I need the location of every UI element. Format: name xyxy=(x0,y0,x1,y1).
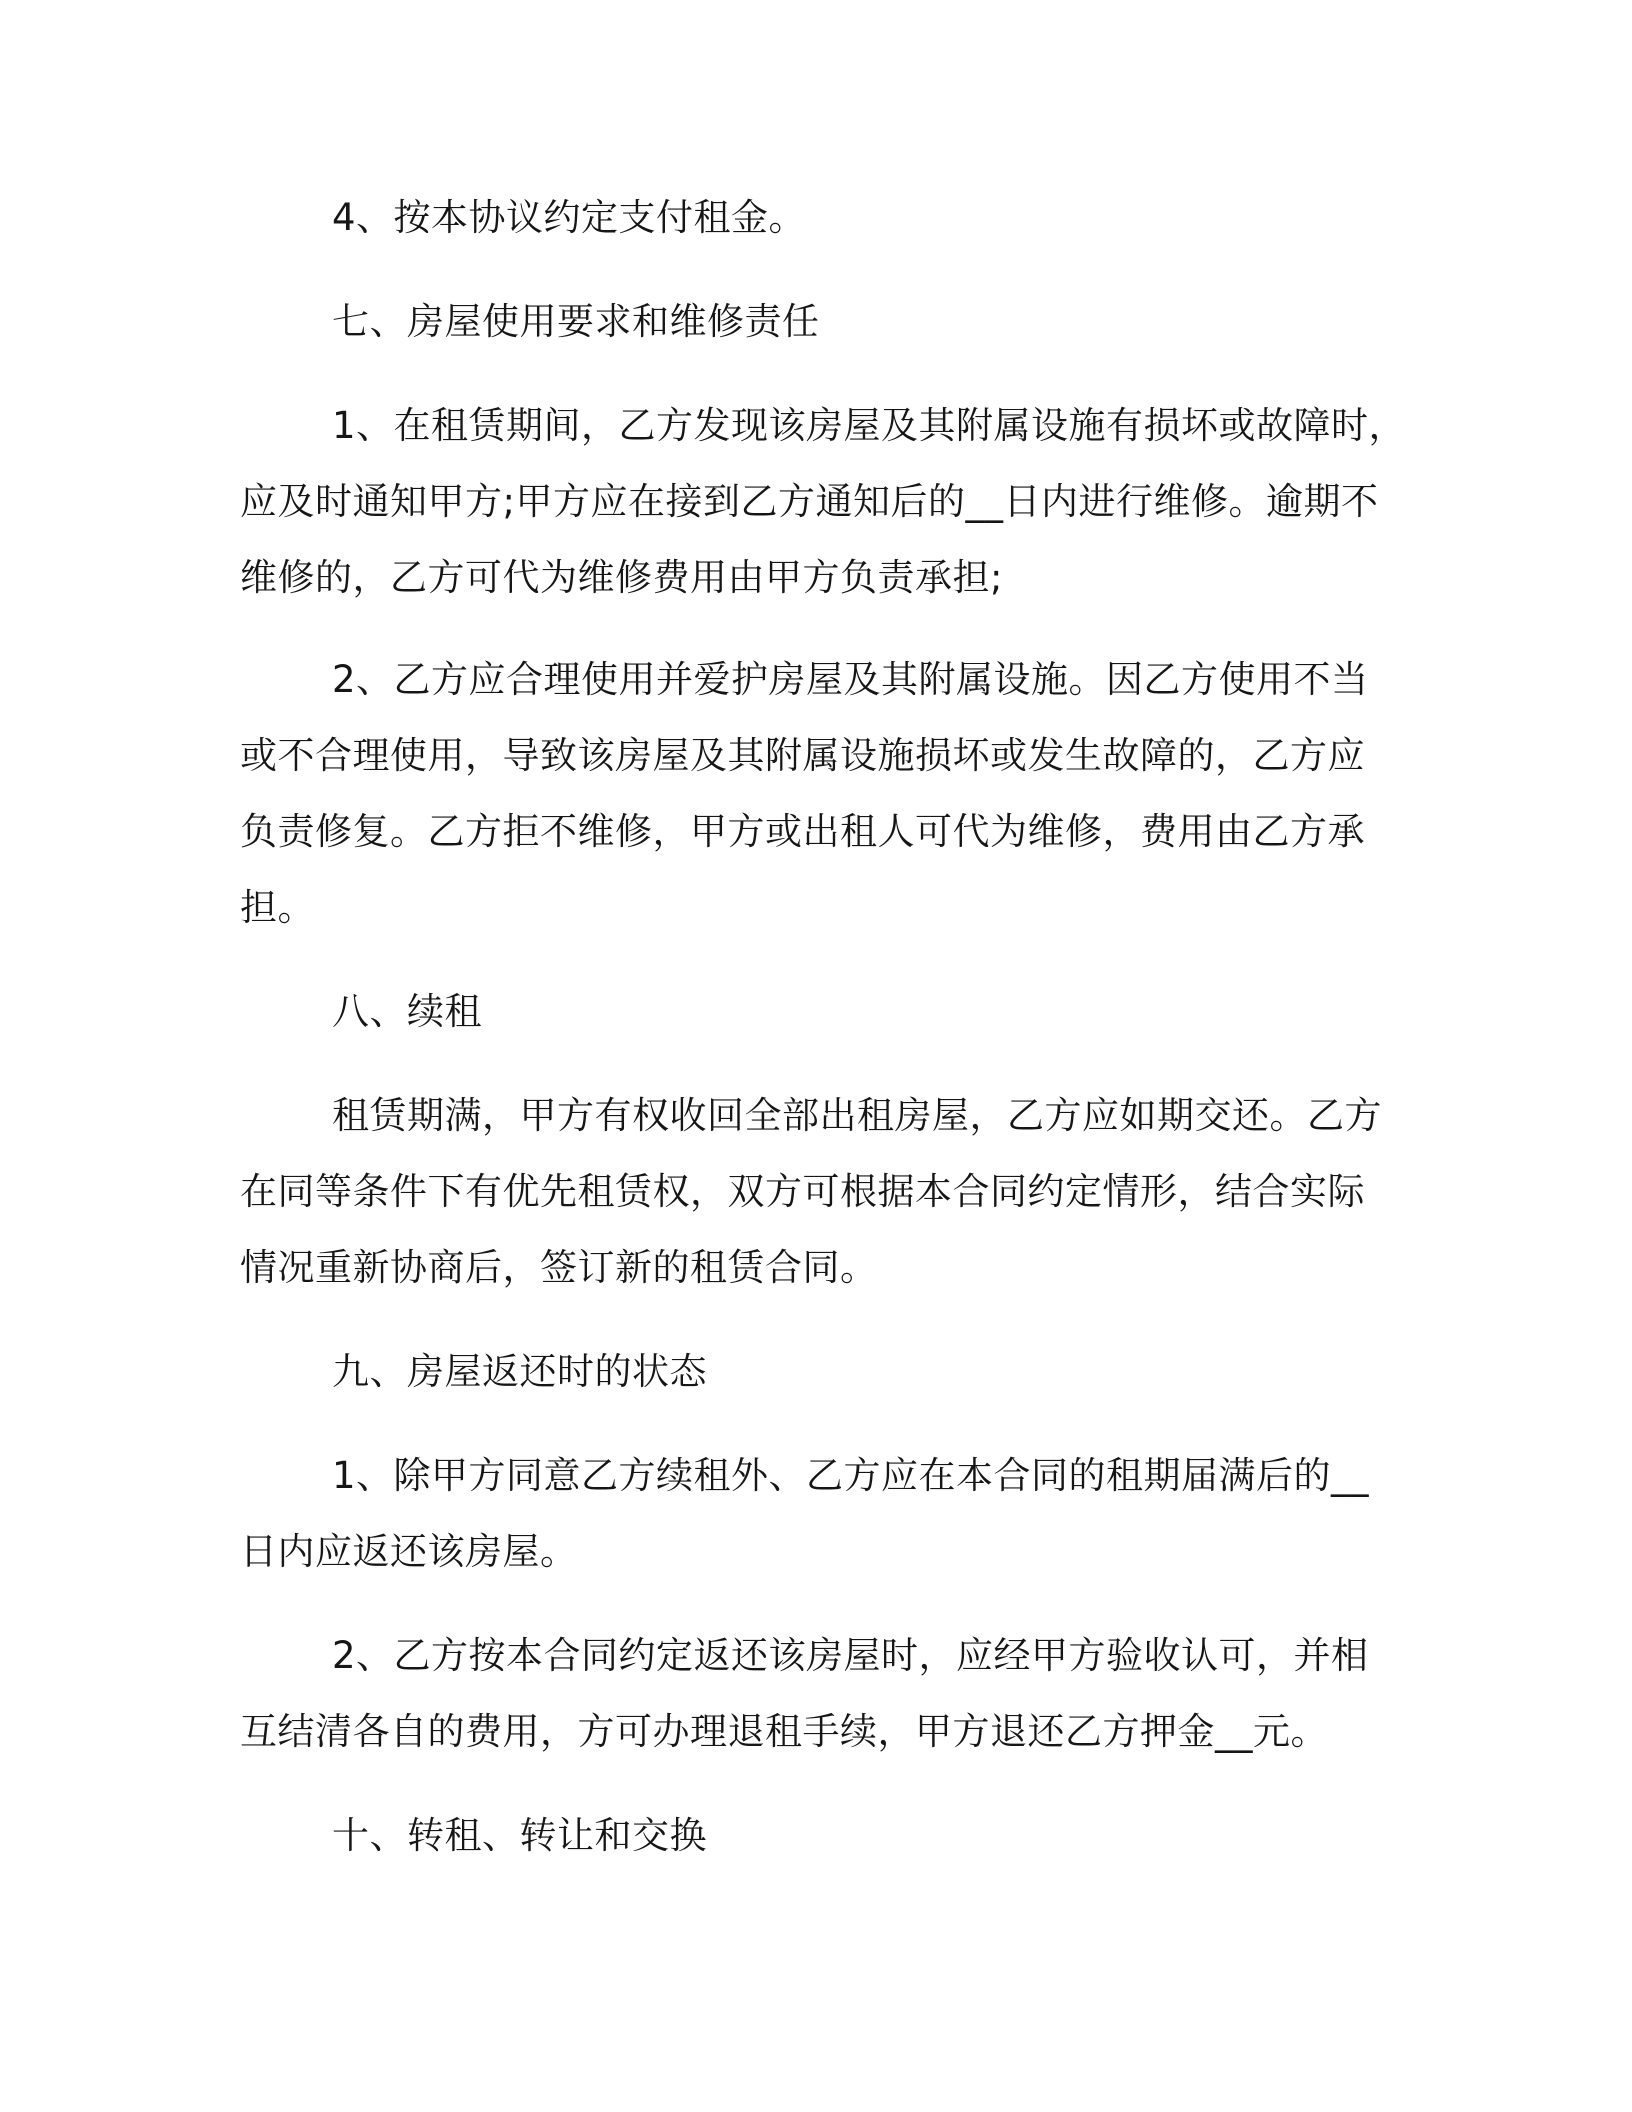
clause-8-line-3: 情况重新协商后，签订新的租赁合同。 xyxy=(240,1246,878,1289)
clause-8-line-2: 在同等条件下有优先租赁权，双方可根据本合同约定情形，结合实际 xyxy=(240,1170,1365,1213)
clause-9-2-line-2: 互结清各自的费用，方可办理退租手续，甲方退还乙方押金__元。 xyxy=(240,1710,1328,1753)
clause-7-2-line-4: 担。 xyxy=(240,886,315,929)
section-heading-8: 八、续租 xyxy=(332,990,482,1033)
clause-7-2-line-3: 负责修复。乙方拒不维修，甲方或出租人可代为维修，费用由乙方承 xyxy=(240,810,1365,853)
clause-8-line-1: 租赁期满，甲方有权收回全部出租房屋，乙方应如期交还。乙方 xyxy=(332,1094,1382,1137)
section-heading-7: 七、房屋使用要求和维修责任 xyxy=(332,300,820,343)
clause-9-1-line-1: 1、除甲方同意乙方续租外、乙方应在本合同的租期届满后的__ xyxy=(332,1454,1370,1497)
clause-7-2-line-1: 2、乙方应合理使用并爱护房屋及其附属设施。因乙方使用不当 xyxy=(332,658,1369,701)
clause-7-1-line-2: 应及时通知甲方;甲方应在接到乙方通知后的__日内进行维修。逾期不 xyxy=(240,480,1379,523)
section-heading-10: 十、转租、转让和交换 xyxy=(332,1814,707,1857)
clause-7-2-line-2: 或不合理使用，导致该房屋及其附属设施损坏或发生故障的，乙方应 xyxy=(240,734,1365,777)
clause-9-2-line-1: 2、乙方按本合同约定返还该房屋时，应经甲方验收认可，并相 xyxy=(332,1634,1369,1677)
clause-7-1-line-3: 维修的，乙方可代为维修费用由甲方负责承担; xyxy=(240,556,1003,599)
clause-9-1-line-2: 日内应返还该房屋。 xyxy=(240,1530,578,1573)
clause-item-4-pay-rent: 4、按本协议约定支付租金。 xyxy=(332,196,807,239)
section-heading-9: 九、房屋返还时的状态 xyxy=(332,1350,707,1393)
clause-7-1-line-1: 1、在租赁期间，乙方发现该房屋及其附属设施有损坏或故障时， xyxy=(332,404,1407,447)
